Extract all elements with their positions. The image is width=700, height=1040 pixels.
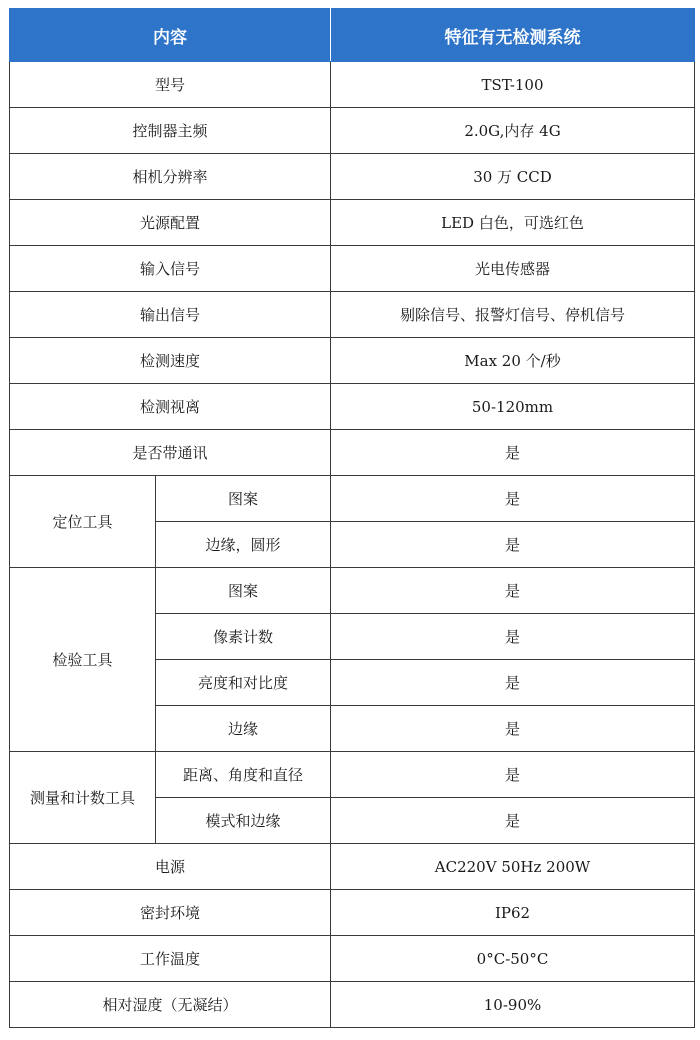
- group-item-value: 是: [331, 568, 695, 614]
- row-value: Max 20 个/秒: [331, 338, 695, 384]
- row-value: AC220V 50Hz 200W: [331, 844, 695, 890]
- table-row: [10, 200, 695, 246]
- row-value: 50-120mm: [331, 384, 695, 430]
- table-row: [10, 936, 695, 982]
- row-label: 相机分辨率: [10, 154, 331, 200]
- row-label: 输出信号: [10, 292, 331, 338]
- row-label: 输入信号: [10, 246, 331, 292]
- header-content: 内容: [10, 9, 331, 62]
- row-value: LED 白色，可选红色: [331, 200, 695, 246]
- table-row: [10, 568, 695, 614]
- row-label: 控制器主频: [10, 108, 331, 154]
- group-item-value: 是: [331, 798, 695, 844]
- group-item-value: 是: [331, 522, 695, 568]
- group-item-value: 是: [331, 752, 695, 798]
- group-item-label: 像素计数: [156, 614, 331, 660]
- row-value: 10-90%: [331, 982, 695, 1028]
- row-label: 工作温度: [10, 936, 331, 982]
- group-item-value: 是: [331, 706, 695, 752]
- group-item-label: 边缘，圆形: [156, 522, 331, 568]
- group-item-label: 距离、角度和直径: [156, 752, 331, 798]
- row-value: 30 万 CCD: [331, 154, 695, 200]
- table-row: [10, 384, 695, 430]
- table-row: [10, 292, 695, 338]
- group-item-label: 图案: [156, 476, 331, 522]
- row-value: 是: [331, 430, 695, 476]
- header-system: 特征有无检测系统: [331, 9, 695, 62]
- group-item-label: 模式和边缘: [156, 798, 331, 844]
- group-label: 测量和计数工具: [10, 752, 156, 844]
- row-value: 光电传感器: [331, 246, 695, 292]
- row-value: TST-100: [331, 62, 695, 108]
- table-row: [10, 62, 695, 108]
- group-item-label: 边缘: [156, 706, 331, 752]
- table-row: [10, 890, 695, 936]
- table-row: [10, 844, 695, 890]
- spec-table: [9, 8, 695, 1028]
- table-row: [10, 476, 695, 522]
- group-item-value: 是: [331, 614, 695, 660]
- table-row: [10, 108, 695, 154]
- row-label: 检测速度: [10, 338, 331, 384]
- group-item-label: 图案: [156, 568, 331, 614]
- table-row: [10, 752, 695, 798]
- table-row: [10, 154, 695, 200]
- group-label: 定位工具: [10, 476, 156, 568]
- row-label: 密封环境: [10, 890, 331, 936]
- group-item-value: 是: [331, 476, 695, 522]
- row-label: 相对湿度（无凝结）: [10, 982, 331, 1028]
- group-item-value: 是: [331, 660, 695, 706]
- table-row: [10, 430, 695, 476]
- row-label: 型号: [10, 62, 331, 108]
- row-value: 2.0G,内存 4G: [331, 108, 695, 154]
- table-row: [10, 982, 695, 1028]
- row-label: 检测视离: [10, 384, 331, 430]
- row-label: 电源: [10, 844, 331, 890]
- row-label: 光源配置: [10, 200, 331, 246]
- row-value: IP62: [331, 890, 695, 936]
- table-row: [10, 338, 695, 384]
- table-row: [10, 246, 695, 292]
- group-item-label: 亮度和对比度: [156, 660, 331, 706]
- group-label: 检验工具: [10, 568, 156, 752]
- row-value: 剔除信号、报警灯信号、停机信号: [331, 292, 695, 338]
- row-value: 0°C-50°C: [331, 936, 695, 982]
- header-row: [10, 9, 695, 62]
- row-label: 是否带通讯: [10, 430, 331, 476]
